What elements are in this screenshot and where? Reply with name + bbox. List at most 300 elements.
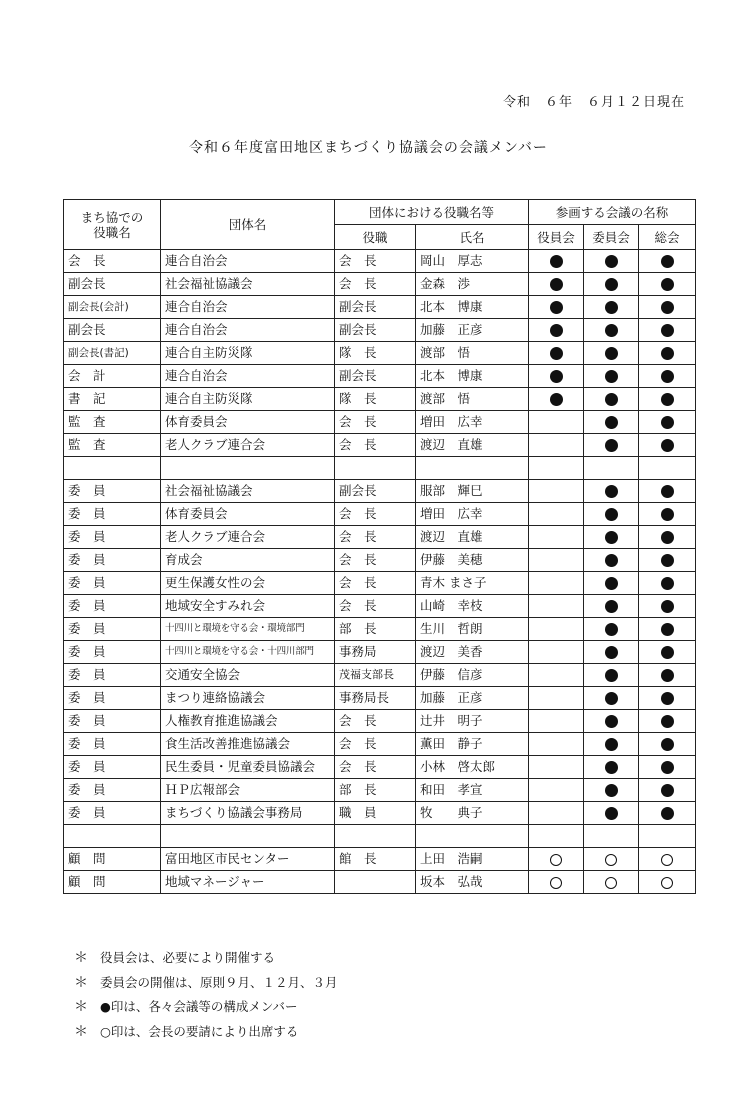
empty-cell bbox=[161, 825, 335, 848]
general-assembly-mark-cell bbox=[639, 273, 696, 296]
committee-mark-cell bbox=[584, 871, 639, 894]
general-assembly-mark-cell bbox=[639, 319, 696, 342]
filled-circle-icon bbox=[661, 255, 674, 268]
general-assembly-mark-cell bbox=[639, 641, 696, 664]
member-row bbox=[64, 641, 696, 664]
role-cell: 会 長 bbox=[335, 503, 416, 526]
general-assembly-mark-cell bbox=[639, 549, 696, 572]
filled-circle-icon bbox=[661, 347, 674, 360]
empty-cell bbox=[335, 457, 416, 480]
member-row bbox=[64, 342, 696, 365]
board-meeting-mark-cell bbox=[529, 296, 584, 319]
organization-cell: 老人クラブ連合会 bbox=[161, 434, 335, 457]
member-row bbox=[64, 434, 696, 457]
general-assembly-mark-cell bbox=[639, 871, 696, 894]
name-cell: 伊藤 信彦 bbox=[416, 664, 529, 687]
name-cell: 和田 孝宣 bbox=[416, 779, 529, 802]
board-meeting-mark-cell bbox=[529, 342, 584, 365]
position-cell: 会 計 bbox=[64, 365, 161, 388]
open-circle-icon bbox=[661, 877, 673, 889]
member-row bbox=[64, 296, 696, 319]
name-cell: 小林 啓太郎 bbox=[416, 756, 529, 779]
board-meeting-mark-cell bbox=[529, 388, 584, 411]
note-text: 役員会は、必要により開催する bbox=[100, 950, 276, 965]
general-assembly-mark-cell bbox=[639, 710, 696, 733]
filled-circle-icon bbox=[605, 692, 618, 705]
note-item bbox=[74, 1020, 338, 1045]
as-of-date: 令和 ６年 ６月１２日現在 bbox=[502, 95, 685, 110]
committee-mark-cell bbox=[584, 756, 639, 779]
asterisk-icon: ＊ bbox=[74, 999, 88, 1015]
open-circle-icon bbox=[550, 854, 562, 866]
committee-mark-cell bbox=[584, 434, 639, 457]
committee-mark-cell bbox=[584, 503, 639, 526]
position-cell: 委 員 bbox=[64, 664, 161, 687]
name-cell: 渡辺 直雄 bbox=[416, 434, 529, 457]
role-cell: 会 長 bbox=[335, 733, 416, 756]
filled-circle-icon bbox=[605, 347, 618, 360]
committee-mark-cell bbox=[584, 549, 639, 572]
general-assembly-mark-cell bbox=[639, 503, 696, 526]
board-meeting-mark-cell bbox=[529, 802, 584, 825]
open-circle-icon bbox=[605, 854, 617, 866]
role-cell: 会 長 bbox=[335, 526, 416, 549]
member-row bbox=[64, 480, 696, 503]
general-assembly-mark-cell bbox=[639, 480, 696, 503]
filled-circle-icon bbox=[605, 485, 618, 498]
name-cell: 北本 博康 bbox=[416, 296, 529, 319]
name-cell: 辻井 明子 bbox=[416, 710, 529, 733]
organization-cell: 富田地区市民センター bbox=[161, 848, 335, 871]
role-cell: 館 長 bbox=[335, 848, 416, 871]
filled-circle-icon bbox=[605, 508, 618, 521]
role-cell: 会 長 bbox=[335, 710, 416, 733]
header-org: 団体名 bbox=[161, 200, 335, 250]
notes bbox=[74, 946, 338, 1044]
filled-circle-icon bbox=[605, 669, 618, 682]
organization-cell: まちづくり協議会事務局 bbox=[161, 802, 335, 825]
member-row bbox=[64, 848, 696, 871]
member-row bbox=[64, 549, 696, 572]
member-row bbox=[64, 365, 696, 388]
filled-circle-icon bbox=[550, 347, 563, 360]
role-cell: 部 長 bbox=[335, 618, 416, 641]
role-cell bbox=[335, 871, 416, 894]
role-cell: 事務局長 bbox=[335, 687, 416, 710]
organization-cell: 育成会 bbox=[161, 549, 335, 572]
board-meeting-mark-cell bbox=[529, 687, 584, 710]
position-cell: 委 員 bbox=[64, 756, 161, 779]
role-cell: 職 員 bbox=[335, 802, 416, 825]
general-assembly-mark-cell bbox=[639, 365, 696, 388]
filled-circle-icon bbox=[605, 784, 618, 797]
board-meeting-mark-cell bbox=[529, 779, 584, 802]
open-circle-icon bbox=[605, 877, 617, 889]
name-cell: 青木 まさ子 bbox=[416, 572, 529, 595]
empty-cell bbox=[529, 457, 584, 480]
filled-circle-icon bbox=[550, 301, 563, 314]
member-row bbox=[64, 503, 696, 526]
name-cell: 北本 博康 bbox=[416, 365, 529, 388]
member-rows bbox=[64, 250, 696, 894]
name-cell: 伊藤 美穂 bbox=[416, 549, 529, 572]
committee-mark-cell bbox=[584, 687, 639, 710]
board-meeting-mark-cell bbox=[529, 595, 584, 618]
name-cell: 渡辺 美香 bbox=[416, 641, 529, 664]
position-cell: 委 員 bbox=[64, 641, 161, 664]
position-cell: 委 員 bbox=[64, 802, 161, 825]
position-cell: 監 査 bbox=[64, 411, 161, 434]
name-cell: 増田 広幸 bbox=[416, 503, 529, 526]
name-cell: 加藤 正彦 bbox=[416, 319, 529, 342]
committee-mark-cell bbox=[584, 273, 639, 296]
empty-cell bbox=[639, 825, 696, 848]
name-cell: 牧 典子 bbox=[416, 802, 529, 825]
filled-circle-icon bbox=[661, 301, 674, 314]
organization-cell: 体育委員会 bbox=[161, 503, 335, 526]
filled-circle-icon bbox=[661, 623, 674, 636]
position-cell: 委 員 bbox=[64, 710, 161, 733]
position-cell: 顧 問 bbox=[64, 871, 161, 894]
organization-cell: 連合自治会 bbox=[161, 250, 335, 273]
empty-cell bbox=[639, 457, 696, 480]
spacer-row bbox=[64, 825, 696, 848]
filled-circle-icon bbox=[550, 370, 563, 383]
empty-cell bbox=[64, 457, 161, 480]
filled-circle-icon bbox=[661, 324, 674, 337]
filled-circle-icon bbox=[550, 255, 563, 268]
filled-circle-icon bbox=[661, 531, 674, 544]
member-row bbox=[64, 388, 696, 411]
member-row bbox=[64, 273, 696, 296]
filled-circle-icon bbox=[550, 324, 563, 337]
general-assembly-mark-cell bbox=[639, 526, 696, 549]
filled-circle-icon bbox=[661, 692, 674, 705]
position-cell: 委 員 bbox=[64, 526, 161, 549]
general-assembly-mark-cell bbox=[639, 687, 696, 710]
role-cell: 副会長 bbox=[335, 480, 416, 503]
board-meeting-mark-cell bbox=[529, 434, 584, 457]
committee-mark-cell bbox=[584, 802, 639, 825]
organization-cell: 十四川と環境を守る会・十四川部門 bbox=[161, 641, 335, 664]
board-meeting-mark-cell bbox=[529, 618, 584, 641]
position-cell: 委 員 bbox=[64, 480, 161, 503]
board-meeting-mark-cell bbox=[529, 250, 584, 273]
committee-mark-cell bbox=[584, 319, 639, 342]
board-meeting-mark-cell bbox=[529, 710, 584, 733]
note-item bbox=[74, 946, 338, 971]
role-cell: 会 長 bbox=[335, 250, 416, 273]
board-meeting-mark-cell bbox=[529, 273, 584, 296]
filled-circle-icon bbox=[661, 278, 674, 291]
note-item bbox=[74, 995, 338, 1020]
committee-mark-cell bbox=[584, 595, 639, 618]
asterisk-icon: ＊ bbox=[74, 950, 88, 966]
board-meeting-mark-cell bbox=[529, 664, 584, 687]
role-cell: 茂福支部長 bbox=[335, 664, 416, 687]
filled-circle-icon bbox=[605, 531, 618, 544]
position-cell: 委 員 bbox=[64, 618, 161, 641]
organization-cell: 十四川と環境を守る会・環境部門 bbox=[161, 618, 335, 641]
open-circle-icon bbox=[550, 877, 562, 889]
position-cell: 委 員 bbox=[64, 595, 161, 618]
member-row bbox=[64, 687, 696, 710]
committee-mark-cell bbox=[584, 411, 639, 434]
general-assembly-mark-cell bbox=[639, 733, 696, 756]
board-meeting-mark-cell bbox=[529, 411, 584, 434]
board-meeting-mark-cell bbox=[529, 572, 584, 595]
position-cell: 会 長 bbox=[64, 250, 161, 273]
member-row bbox=[64, 710, 696, 733]
position-cell: 委 員 bbox=[64, 572, 161, 595]
header-board-meeting: 役員会 bbox=[529, 225, 584, 250]
filled-circle-icon bbox=[661, 738, 674, 751]
header-position-line1: まち協での bbox=[80, 209, 144, 225]
role-cell: 会 長 bbox=[335, 572, 416, 595]
position-cell: 書 記 bbox=[64, 388, 161, 411]
organization-cell: 交通安全協会 bbox=[161, 664, 335, 687]
filled-circle-icon bbox=[605, 554, 618, 567]
filled-circle-icon bbox=[605, 577, 618, 590]
empty-cell bbox=[529, 825, 584, 848]
member-row bbox=[64, 733, 696, 756]
name-cell: 加藤 正彦 bbox=[416, 687, 529, 710]
organization-cell: まつり連絡協議会 bbox=[161, 687, 335, 710]
filled-circle-icon bbox=[605, 807, 618, 820]
general-assembly-mark-cell bbox=[639, 848, 696, 871]
role-cell: 副会長 bbox=[335, 319, 416, 342]
name-cell: 服部 輝巳 bbox=[416, 480, 529, 503]
filled-circle-icon bbox=[661, 485, 674, 498]
committee-mark-cell bbox=[584, 342, 639, 365]
name-cell: 岡山 厚志 bbox=[416, 250, 529, 273]
role-cell: 会 長 bbox=[335, 549, 416, 572]
general-assembly-mark-cell bbox=[639, 664, 696, 687]
asterisk-icon: ＊ bbox=[74, 974, 88, 991]
committee-mark-cell bbox=[584, 388, 639, 411]
role-cell: 事務局 bbox=[335, 641, 416, 664]
empty-cell bbox=[161, 457, 335, 480]
role-cell: 隊 長 bbox=[335, 388, 416, 411]
asterisk-icon: ＊ bbox=[74, 1023, 88, 1040]
filled-circle-icon bbox=[661, 439, 674, 452]
board-meeting-mark-cell bbox=[529, 365, 584, 388]
role-cell: 隊 長 bbox=[335, 342, 416, 365]
committee-mark-cell bbox=[584, 250, 639, 273]
filled-circle-icon bbox=[661, 715, 674, 728]
filled-circle-icon bbox=[605, 301, 618, 314]
filled-circle-icon bbox=[661, 600, 674, 613]
filled-circle-icon bbox=[661, 393, 674, 406]
header-general-assembly: 総会 bbox=[639, 225, 696, 250]
filled-circle-icon bbox=[605, 600, 618, 613]
filled-circle-icon bbox=[661, 416, 674, 429]
empty-cell bbox=[64, 825, 161, 848]
filled-circle-icon bbox=[605, 255, 618, 268]
committee-mark-cell bbox=[584, 618, 639, 641]
organization-cell: 社会福祉協議会 bbox=[161, 273, 335, 296]
organization-cell: 食生活改善推進協議会 bbox=[161, 733, 335, 756]
member-row bbox=[64, 756, 696, 779]
general-assembly-mark-cell bbox=[639, 342, 696, 365]
general-assembly-mark-cell bbox=[639, 802, 696, 825]
member-row bbox=[64, 871, 696, 894]
header-position bbox=[64, 200, 161, 250]
filled-circle-icon bbox=[605, 278, 618, 291]
role-cell: 副会長 bbox=[335, 296, 416, 319]
board-meeting-mark-cell bbox=[529, 871, 584, 894]
organization-cell: 連合自主防災隊 bbox=[161, 388, 335, 411]
open-circle-icon bbox=[661, 854, 673, 866]
organization-cell: 連合自治会 bbox=[161, 319, 335, 342]
board-meeting-mark-cell bbox=[529, 549, 584, 572]
position-cell: 副会長 bbox=[64, 273, 161, 296]
general-assembly-mark-cell bbox=[639, 618, 696, 641]
member-row bbox=[64, 526, 696, 549]
name-cell: 渡部 悟 bbox=[416, 388, 529, 411]
organization-cell: 老人クラブ連合会 bbox=[161, 526, 335, 549]
filled-circle-icon bbox=[661, 554, 674, 567]
name-cell: 渡辺 直雄 bbox=[416, 526, 529, 549]
member-table bbox=[63, 199, 696, 894]
member-row bbox=[64, 250, 696, 273]
member-row bbox=[64, 802, 696, 825]
empty-cell bbox=[416, 457, 529, 480]
board-meeting-mark-cell bbox=[529, 848, 584, 871]
name-cell: 金森 渉 bbox=[416, 273, 529, 296]
empty-cell bbox=[416, 825, 529, 848]
general-assembly-mark-cell bbox=[639, 779, 696, 802]
organization-cell: 人権教育推進協議会 bbox=[161, 710, 335, 733]
empty-cell bbox=[584, 457, 639, 480]
organization-cell: 地域マネージャー bbox=[161, 871, 335, 894]
position-cell: 監 査 bbox=[64, 434, 161, 457]
organization-cell: 体育委員会 bbox=[161, 411, 335, 434]
board-meeting-mark-cell bbox=[529, 503, 584, 526]
name-cell: 増田 広幸 bbox=[416, 411, 529, 434]
note-item bbox=[74, 971, 338, 996]
committee-mark-cell bbox=[584, 480, 639, 503]
committee-mark-cell bbox=[584, 848, 639, 871]
position-cell: 副会長(書記) bbox=[64, 342, 161, 365]
organization-cell: 民生委員・児童委員協議会 bbox=[161, 756, 335, 779]
name-cell: 山崎 幸枝 bbox=[416, 595, 529, 618]
role-cell: 会 長 bbox=[335, 411, 416, 434]
role-cell: 会 長 bbox=[335, 273, 416, 296]
filled-circle-icon bbox=[605, 715, 618, 728]
role-cell: 部 長 bbox=[335, 779, 416, 802]
position-cell: 委 員 bbox=[64, 549, 161, 572]
role-cell: 会 長 bbox=[335, 595, 416, 618]
member-row bbox=[64, 595, 696, 618]
filled-circle-icon bbox=[605, 324, 618, 337]
empty-cell bbox=[335, 825, 416, 848]
member-row bbox=[64, 664, 696, 687]
committee-mark-cell bbox=[584, 296, 639, 319]
committee-mark-cell bbox=[584, 365, 639, 388]
filled-circle-icon bbox=[661, 508, 674, 521]
committee-mark-cell bbox=[584, 526, 639, 549]
member-row bbox=[64, 618, 696, 641]
member-row bbox=[64, 572, 696, 595]
committee-mark-cell bbox=[584, 779, 639, 802]
role-cell: 副会長 bbox=[335, 365, 416, 388]
committee-mark-cell bbox=[584, 710, 639, 733]
general-assembly-mark-cell bbox=[639, 411, 696, 434]
filled-circle-icon bbox=[661, 577, 674, 590]
member-row bbox=[64, 411, 696, 434]
member-row bbox=[64, 319, 696, 342]
position-cell: 委 員 bbox=[64, 503, 161, 526]
spacer-row bbox=[64, 457, 696, 480]
committee-mark-cell bbox=[584, 641, 639, 664]
general-assembly-mark-cell bbox=[639, 595, 696, 618]
name-cell: 薫田 静子 bbox=[416, 733, 529, 756]
position-cell: 委 員 bbox=[64, 733, 161, 756]
filled-circle-icon bbox=[605, 761, 618, 774]
header-role: 役職 bbox=[335, 225, 416, 250]
board-meeting-mark-cell bbox=[529, 733, 584, 756]
general-assembly-mark-cell bbox=[639, 434, 696, 457]
board-meeting-mark-cell bbox=[529, 756, 584, 779]
committee-mark-cell bbox=[584, 572, 639, 595]
filled-circle-icon bbox=[605, 738, 618, 751]
filled-circle-icon bbox=[605, 439, 618, 452]
filled-circle-icon bbox=[605, 416, 618, 429]
filled-circle-icon bbox=[661, 807, 674, 820]
general-assembly-mark-cell bbox=[639, 296, 696, 319]
board-meeting-mark-cell bbox=[529, 319, 584, 342]
filled-circle-icon bbox=[550, 393, 563, 406]
empty-cell bbox=[584, 825, 639, 848]
filled-circle-icon bbox=[661, 669, 674, 682]
note-text: 委員会の開催は、原則９月、１２月、３月 bbox=[100, 974, 338, 990]
header-name: 氏名 bbox=[416, 225, 529, 250]
header-committee: 委員会 bbox=[584, 225, 639, 250]
organization-cell: 連合自治会 bbox=[161, 365, 335, 388]
filled-circle-icon bbox=[661, 646, 674, 659]
position-cell: 副会長 bbox=[64, 319, 161, 342]
organization-cell: ＨＰ広報部会 bbox=[161, 779, 335, 802]
header-meeting-group: 参画する会議の名称 bbox=[529, 200, 696, 225]
filled-circle-icon bbox=[605, 393, 618, 406]
member-row bbox=[64, 779, 696, 802]
header-position-line2: 役職名 bbox=[93, 224, 131, 240]
position-cell: 副会長(会計) bbox=[64, 296, 161, 319]
organization-cell: 社会福祉協議会 bbox=[161, 480, 335, 503]
committee-mark-cell bbox=[584, 733, 639, 756]
filled-circle-icon bbox=[661, 761, 674, 774]
board-meeting-mark-cell bbox=[529, 480, 584, 503]
name-cell: 生川 哲朗 bbox=[416, 618, 529, 641]
filled-circle-icon bbox=[661, 784, 674, 797]
header-org-role-group: 団体における役職名等 bbox=[335, 200, 529, 225]
position-cell: 委 員 bbox=[64, 779, 161, 802]
filled-circle-icon bbox=[605, 623, 618, 636]
organization-cell: 連合自治会 bbox=[161, 296, 335, 319]
name-cell: 坂本 弘哉 bbox=[416, 871, 529, 894]
organization-cell: 地域安全すみれ会 bbox=[161, 595, 335, 618]
filled-circle-icon bbox=[605, 646, 618, 659]
filled-circle-icon bbox=[605, 370, 618, 383]
position-cell: 顧 問 bbox=[64, 848, 161, 871]
committee-mark-cell bbox=[584, 664, 639, 687]
name-cell: 上田 浩嗣 bbox=[416, 848, 529, 871]
general-assembly-mark-cell bbox=[639, 388, 696, 411]
general-assembly-mark-cell bbox=[639, 756, 696, 779]
board-meeting-mark-cell bbox=[529, 526, 584, 549]
name-cell: 渡部 悟 bbox=[416, 342, 529, 365]
